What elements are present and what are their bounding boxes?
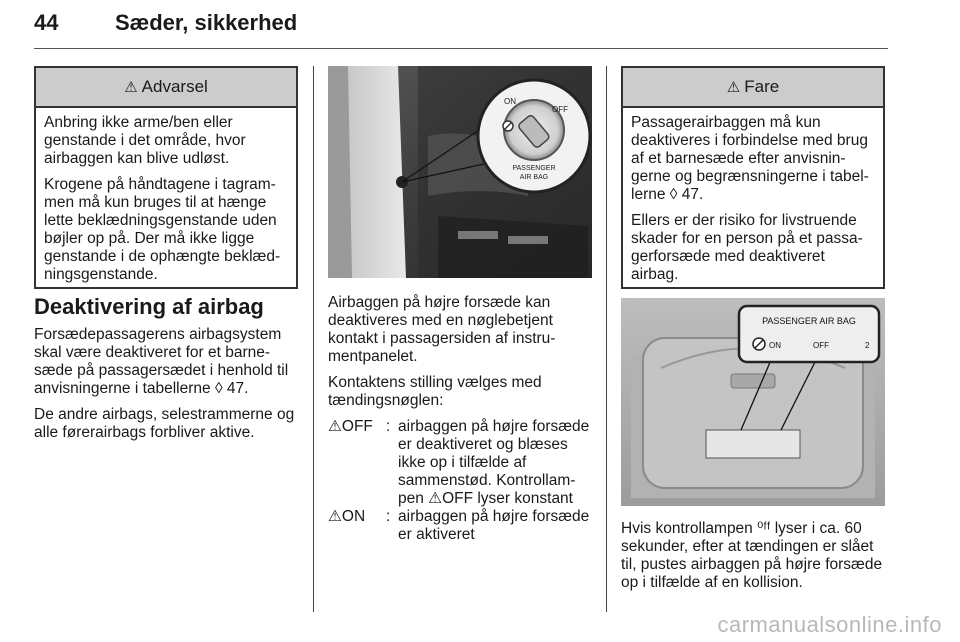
switch-label-line1: PASSENGER (512, 165, 556, 172)
header-rule (34, 48, 888, 49)
section-body (34, 326, 300, 450)
warning-paragraph: Anbring ikke arme/ben eller genstande i det område, hvor airbaggen kan blive udløst. (44, 114, 246, 167)
warning-box-body (36, 108, 296, 292)
panel-title-label: PASSENGER AIR BAG (762, 316, 856, 326)
warning-box-header (36, 68, 296, 108)
indicator-panel-illustration (621, 298, 885, 506)
danger-paragraph: Passagerairbaggen må kun deaktiveres i forbindelse med brug af et barnesæde efter anvisnin-gerne og begrænsningerne i tabel-lerne ◊ 47. (631, 114, 869, 203)
middle-paragraph: Kontaktens stilling vælges med tændingsnøglen: (328, 374, 542, 409)
warning-box-title: Advarsel (141, 77, 208, 96)
switch-label-line2: AIR BAG (519, 174, 549, 181)
definition-on (328, 508, 594, 544)
panel-off-label: OFF (813, 341, 829, 350)
airbag-off-icon: ⚠ (328, 418, 342, 435)
danger-box (621, 66, 885, 289)
middle-paragraph: Airbaggen på højre forsæde kan deaktiveres med en nøglebetjent kontakt i passagersiden af instru-mentpanelet. (328, 294, 556, 365)
page-title: Sæder, sikkerhed (115, 10, 298, 35)
right-body (621, 520, 887, 600)
warning-paragraph: Krogene på håndtagene i tagram-men må kun bruges til at hænge lette beklædningsgenstande uden bøjler op på. Der må ikke ligge genstande i de ophængte beklæd-ningsgenstande. (44, 176, 281, 283)
definition-on-value: airbaggen på højre forsæde er aktiveret (398, 508, 590, 543)
right-paragraph: Hvis kontrollampen ⁰ᶠᶠ lyser i ca. 60 sekunder, efter at tændingen er slået til, pustes airbaggen på højre forsæde op i tilfælde af en kollision. (621, 520, 883, 591)
watermark-url: carmanualsonline.info (717, 612, 942, 637)
middle-body (328, 294, 594, 544)
column-divider-right (606, 66, 607, 612)
danger-box-body (623, 108, 883, 292)
section-paragraph: De andre airbags, selestrammerne og alle førerairbags forbliver aktive. (34, 406, 295, 441)
warning-triangle-icon: ⚠ (726, 79, 741, 96)
indicator-panel-photo (621, 298, 885, 506)
section-paragraph: Forsædepassagerens airbagsystem skal være deaktiveret for et barne-sæde på passagersædet i henhold til anvisningerne i tabellerne ◊ 47. (34, 326, 289, 397)
danger-paragraph: Ellers er der risiko for livstruende skader for en person på et passa-gerforsæde med deaktiveret airbag. (631, 212, 863, 283)
key-switch-photo (328, 66, 592, 278)
column-divider-left (313, 66, 314, 612)
airbag-on-icon: ⚠ (328, 508, 342, 525)
definition-off-key: ⚠OFF (328, 418, 373, 435)
danger-box-title: Fare (744, 77, 780, 96)
definition-on-key: ⚠ON (328, 508, 366, 525)
warning-box (34, 66, 298, 289)
definition-off (328, 418, 594, 508)
definition-separator: : (386, 508, 391, 525)
switch-on-label: ON (504, 97, 516, 106)
danger-box-header (623, 68, 883, 108)
definition-separator: : (386, 418, 391, 435)
definition-off-value: airbaggen på højre forsæde er deaktiveret og blæses ikke op i tilfælde af sammenstød. Kontrollam-pen ⚠OFF lyser konstant (398, 418, 590, 507)
warning-triangle-icon: ⚠ (124, 79, 138, 96)
section-title: Deaktivering af airbag (34, 294, 264, 319)
page-number: 44 (34, 10, 59, 35)
switch-off-label: OFF (552, 105, 568, 114)
key-switch-illustration (328, 66, 592, 278)
panel-on-label: ON (769, 341, 781, 350)
panel-two-label: 2 (865, 341, 870, 350)
